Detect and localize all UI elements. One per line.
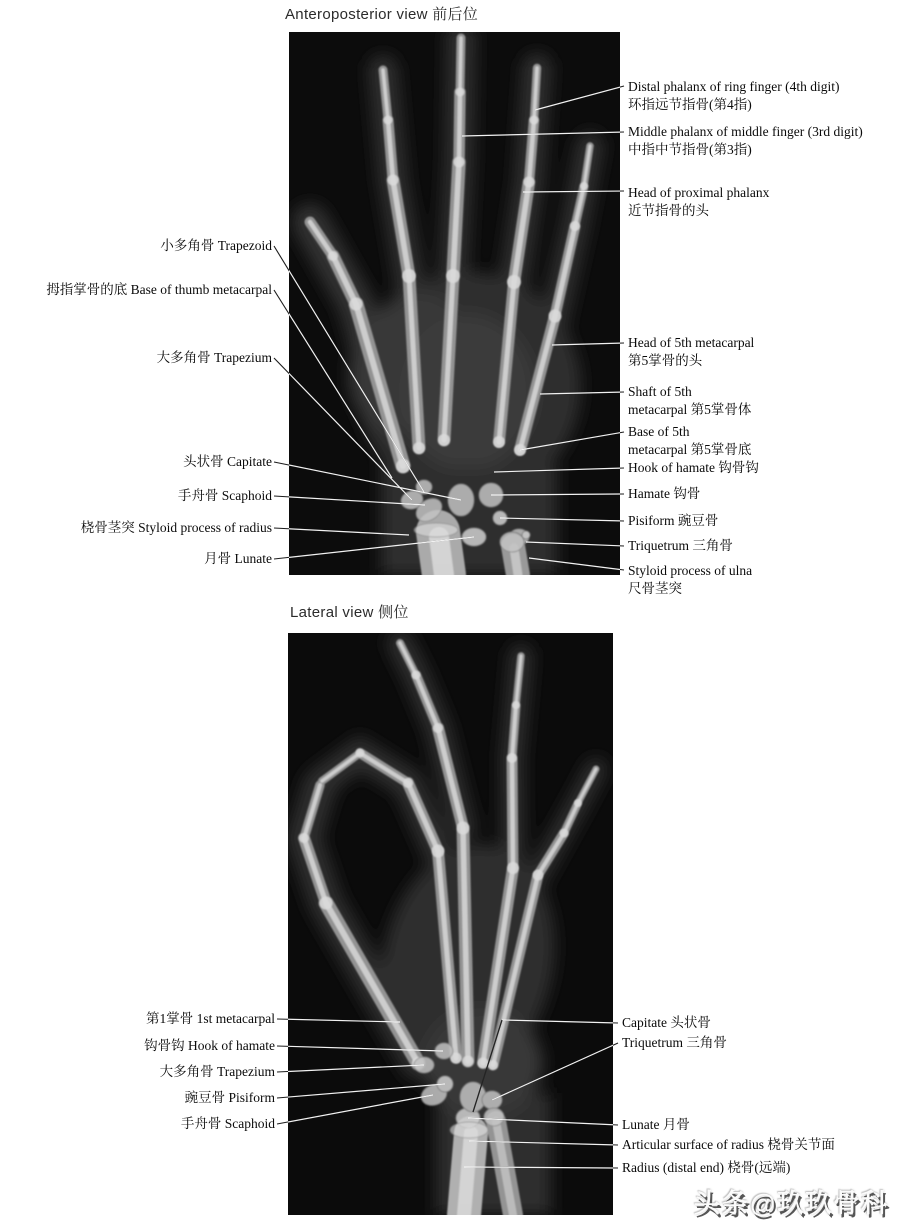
watermark: 头条@玖玖骨科 xyxy=(694,1188,890,1218)
label-hook-of-hamate-lateral: 钩骨钩 Hook of hamate xyxy=(144,1038,275,1053)
label-capitate: 头状骨 Capitate xyxy=(183,454,272,469)
ap-xray-image xyxy=(289,32,620,575)
label-triquetrum: Triquetrum 三角骨 xyxy=(628,538,733,553)
label-articular-surface-of-radius: Articular surface of radius 桡骨关节面 xyxy=(622,1137,835,1152)
label-lunate-lateral: Lunate 月骨 xyxy=(622,1117,690,1132)
label-styloid-process-of-radius: 桡骨茎突 Styloid process of radius xyxy=(80,520,272,535)
label-triquetrum-lateral: Triquetrum 三角骨 xyxy=(622,1035,727,1050)
label-distal-phalanx-ring-finger: Distal phalanx of ring finger (4th digit) 环指远节指骨(第4指) xyxy=(628,79,840,112)
label-scaphoid-lateral: 手舟骨 Scaphoid xyxy=(180,1116,275,1131)
label-trapezium-lateral: 大多角骨 Trapezium xyxy=(159,1064,275,1079)
label-scaphoid: 手舟骨 Scaphoid xyxy=(177,488,272,503)
lateral-xray-image xyxy=(288,633,613,1215)
label-trapezium: 大多角骨 Trapezium xyxy=(156,350,272,365)
label-base-of-thumb-metacarpal: 拇指掌骨的底 Base of thumb metacarpal xyxy=(46,282,272,297)
label-styloid-process-of-ulna: Styloid process of ulna 尺骨茎突 xyxy=(628,563,753,596)
label-head-of-5th-metacarpal: Head of 5th metacarpal 第5掌骨的头 xyxy=(628,335,755,368)
label-head-of-proximal-phalanx: Head of proximal phalanx 近节指骨的头 xyxy=(628,185,770,218)
label-pisiform-lateral: 豌豆骨 Pisiform xyxy=(184,1090,275,1105)
ap-view-title: Anteroposterior view 前后位 xyxy=(285,6,479,23)
label-lunate: 月骨 Lunate xyxy=(204,551,272,566)
lateral-view-title: Lateral view 侧位 xyxy=(290,604,409,621)
label-middle-phalanx-middle-finger: Middle phalanx of middle finger (3rd digit) 中指中节指骨(第3指) xyxy=(628,124,863,157)
label-hamate: Hamate 钩骨 xyxy=(628,486,701,501)
label-hook-of-hamate: Hook of hamate 钩骨钩 xyxy=(628,460,759,475)
label-capitate-lateral: Capitate 头状骨 xyxy=(622,1015,711,1030)
label-trapezoid: 小多角骨 Trapezoid xyxy=(160,238,272,253)
label-pisiform: Pisiform 豌豆骨 xyxy=(628,513,719,528)
label-1st-metacarpal: 第1掌骨 1st metacarpal xyxy=(146,1011,275,1026)
label-shaft-of-5th-metacarpal: Shaft of 5th metacarpal 第5掌骨体 xyxy=(628,384,752,417)
label-radius-distal-end: Radius (distal end) 桡骨(远端) xyxy=(622,1160,791,1175)
label-base-of-5th-metacarpal: Base of 5th metacarpal 第5掌骨底 xyxy=(628,424,752,457)
